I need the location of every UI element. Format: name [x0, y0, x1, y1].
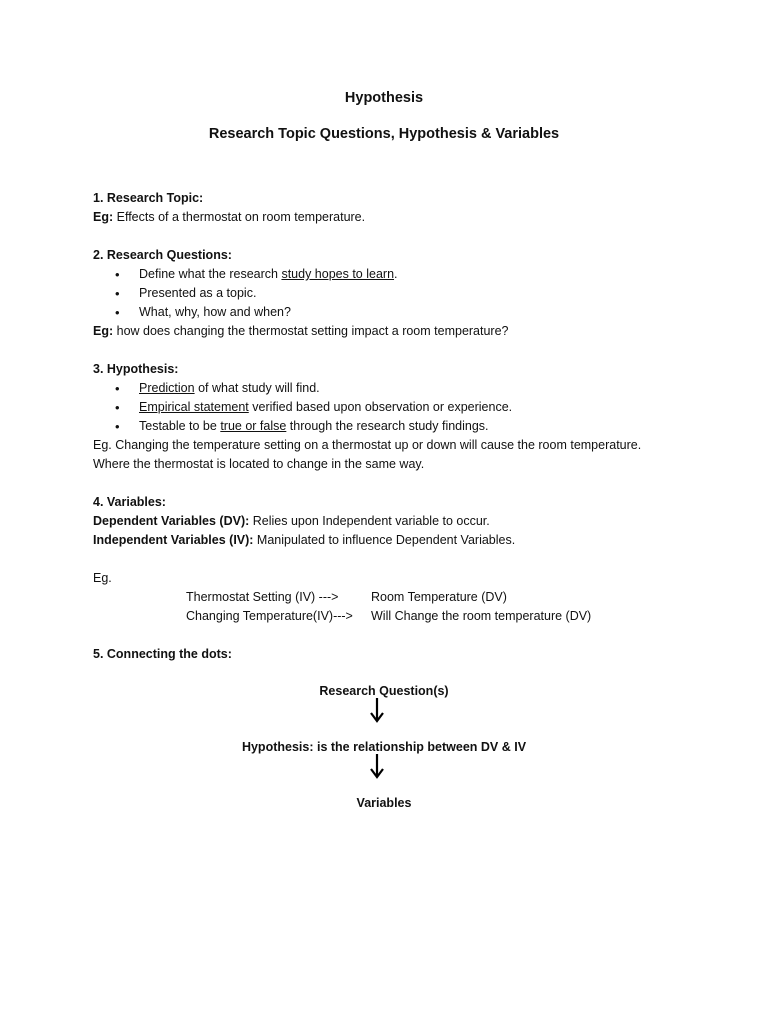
flow-hypothesis: Hypothesis: is the relationship between DV & IV [241, 740, 527, 754]
section-4-eg: Eg. [93, 571, 112, 585]
list-item-text: What, why, how and when? [139, 305, 291, 319]
iv-definition [93, 531, 713, 550]
eg-text: Effects of a thermostat on room temperature. [113, 210, 366, 224]
example-row-left: Changing Temperature(IV)---> [186, 609, 353, 623]
section-2-heading: 2. Research Questions: [93, 248, 232, 262]
list-item-text: of what study will find. [194, 381, 320, 395]
underlined-text: true or false [220, 419, 287, 433]
example-row-right: Will Change the room temperature (DV) [371, 609, 592, 623]
list-item-text: Presented as a topic. [139, 286, 257, 300]
list-item [93, 379, 713, 398]
underlined-text: Prediction [139, 381, 195, 395]
down-arrow-icon [369, 754, 385, 780]
section-5-heading: 5. Connecting the dots: [93, 647, 232, 661]
list-item-text: verified based upon observation or experience. [248, 400, 513, 414]
list-item [93, 303, 713, 322]
flow-research-questions: Research Question(s) [319, 684, 449, 698]
list-item [93, 398, 713, 417]
section-3-list [93, 379, 713, 436]
list-item-text: through the research study findings. [286, 419, 489, 433]
section-2-example [93, 322, 713, 341]
page-title: Hypothesis [344, 90, 424, 106]
section-3-example-line-1: Eg. Changing the temperature setting on a thermostat up or down will cause the room temperature. [93, 438, 642, 452]
document-body [93, 189, 713, 664]
list-item [93, 265, 713, 284]
section-3-example-line-2: Where the thermostat is located to change in the same way. [93, 457, 425, 471]
section-2-list [93, 265, 713, 322]
eg-label: Eg: [93, 210, 114, 224]
section-3-heading: 3. Hypothesis: [93, 362, 179, 376]
underlined-text: Empirical statement [139, 400, 249, 414]
page-subtitle: Research Topic Questions, Hypothesis & Variables [208, 126, 560, 142]
list-item-text: . [394, 267, 398, 281]
example-row [93, 588, 713, 607]
list-item-text: Testable to be [139, 419, 221, 433]
eg-label: Eg: [93, 324, 114, 338]
flow-variables: Variables [356, 796, 412, 810]
section-1-heading: 1. Research Topic: [93, 191, 204, 205]
dv-definition [93, 512, 713, 531]
section-4-heading: 4. Variables: [93, 495, 166, 509]
underlined-text: study hopes to learn [281, 267, 395, 281]
down-arrow-icon [369, 698, 385, 724]
dv-label: Dependent Variables (DV): [93, 514, 250, 528]
section-1-example [93, 208, 713, 227]
iv-text: Manipulated to influence Dependent Variables. [253, 533, 516, 547]
example-row-right: Room Temperature (DV) [371, 590, 507, 604]
dv-text: Relies upon Independent variable to occur. [249, 514, 490, 528]
eg-text: how does changing the thermostat setting impact a room temperature? [113, 324, 509, 338]
list-item [93, 284, 713, 303]
example-row-left: Thermostat Setting (IV) ---> [186, 590, 339, 604]
list-item-text: Define what the research [139, 267, 282, 281]
iv-label: Independent Variables (IV): [93, 533, 254, 547]
example-row [93, 607, 713, 626]
list-item [93, 417, 713, 436]
